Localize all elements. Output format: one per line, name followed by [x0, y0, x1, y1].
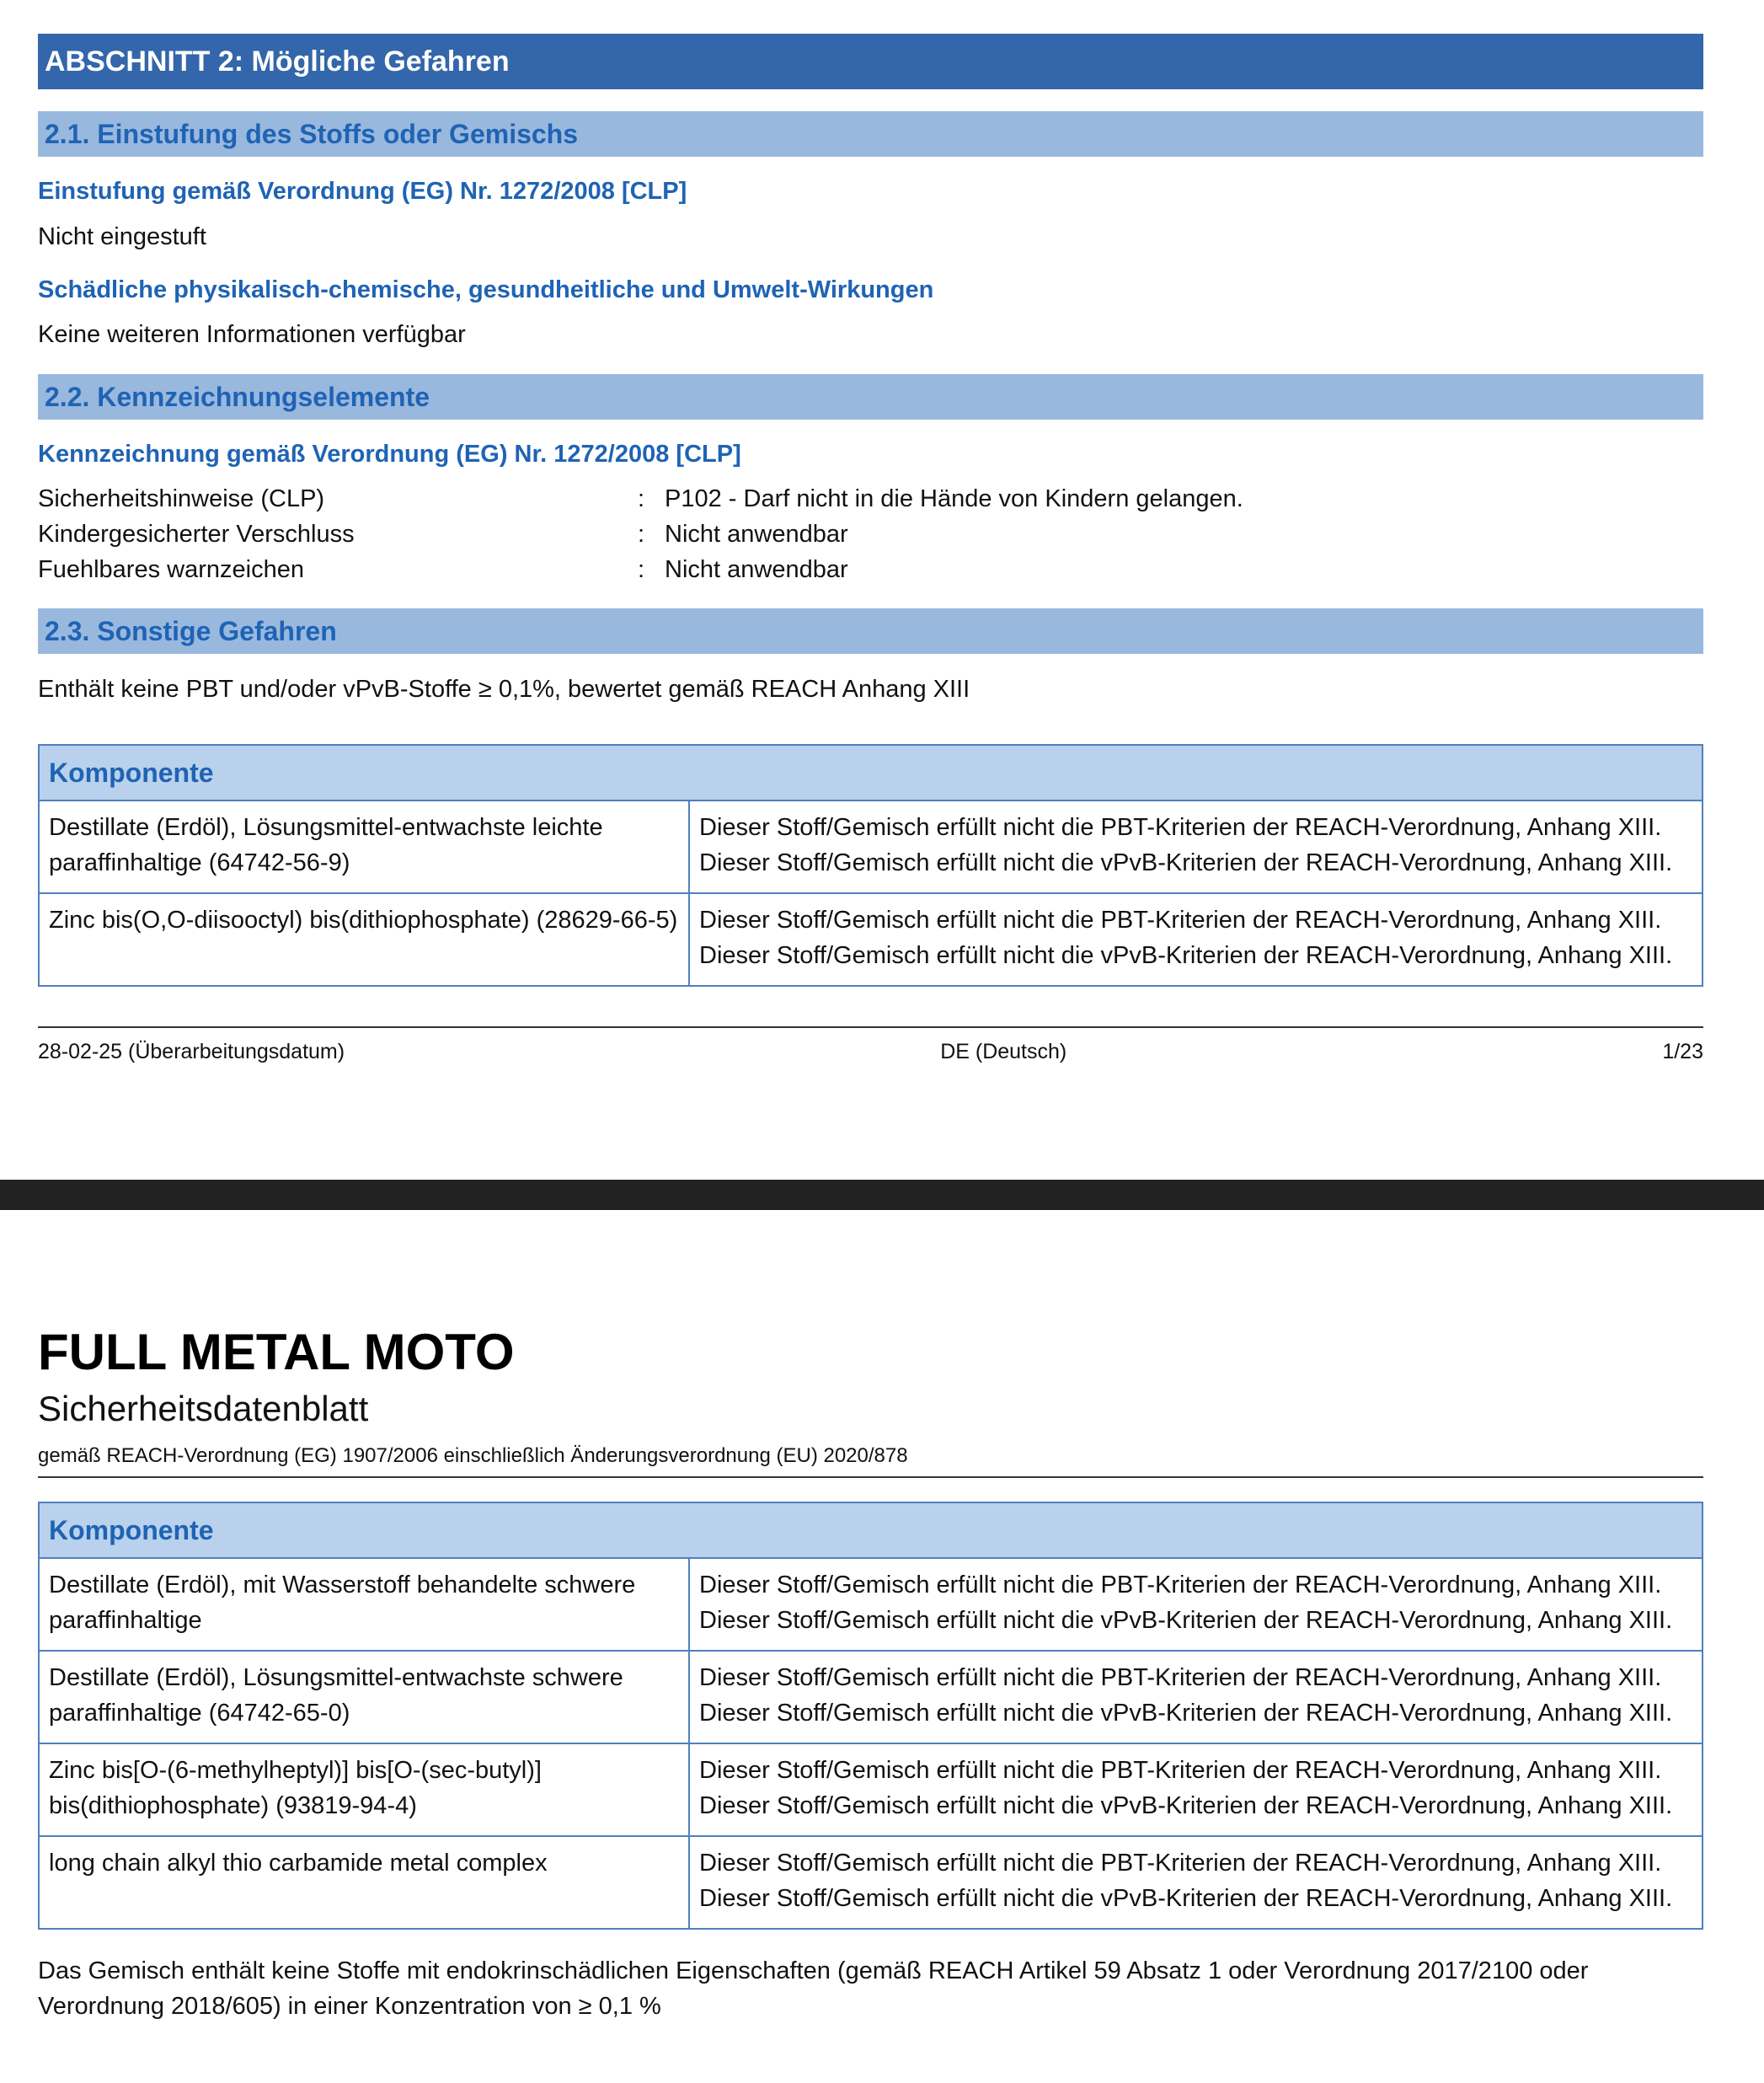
footer-language: DE (Deutsch)	[940, 1040, 1067, 1063]
pbt-statement: Enthält keine PBT und/oder vPvB-Stoffe ≥ 0,1%, bewertet gemäß REACH Anhang XIII	[38, 676, 970, 703]
page-separator	[0, 1180, 1764, 1210]
labelling-colon: :	[638, 485, 645, 512]
labelling-value: P102 - Darf nicht in die Hände von Kindern gelangen.	[665, 485, 1243, 512]
labelling-row	[38, 481, 1243, 517]
labelling-label: Kindergesicherter Verschluss	[38, 521, 355, 548]
component-table-header: Komponente	[39, 1502, 1703, 1558]
table-row	[39, 801, 1703, 893]
labelling-row	[38, 552, 1243, 587]
endocrine-statement: Das Gemisch enthält keine Stoffe mit endokrinschädlichen Eigenschaften (gemäß REACH Artikel 59 Absatz 1 oder Verordnung 2017/2100 oder Verordnung 2018/605) in einer Konzentration von ≥ 0,1 %	[38, 1957, 1589, 2020]
component-assessment: Dieser Stoff/Gemisch erfüllt nicht die PBT-Kriterien der REACH-Verordnung, Anhang XIII. Dieser Stoff/Gemisch erfüllt nicht die vPvB-Kriterien der REACH-Verordnung, Anhang XIII.	[689, 893, 1703, 986]
table-row	[39, 1651, 1703, 1743]
subsection-2-3-header: 2.3. Sonstige Gefahren	[38, 608, 1703, 654]
regulation-reference: gemäß REACH-Verordnung (EG) 1907/2006 einschließlich Änderungsverordnung (EU) 2020/878	[38, 1444, 908, 1467]
component-assessment: Dieser Stoff/Gemisch erfüllt nicht die PBT-Kriterien der REACH-Verordnung, Anhang XIII. Dieser Stoff/Gemisch erfüllt nicht die vPvB-Kriterien der REACH-Verordnung, Anhang XIII.	[689, 1651, 1703, 1743]
table-row	[39, 893, 1703, 986]
table-row	[39, 1836, 1703, 1929]
table-row	[39, 1743, 1703, 1836]
labelling-colon: :	[638, 521, 645, 548]
component-name: Zinc bis[O-(6-methylheptyl)] bis[O-(sec-butyl)] bis(dithiophosphate) (93819-94-4)	[39, 1743, 689, 1836]
labelling-value: Nicht anwendbar	[665, 556, 848, 583]
component-table-header: Komponente	[39, 745, 1703, 801]
clp-labelling-heading: Kennzeichnung gemäß Verordnung (EG) Nr. 1272/2008 [CLP]	[38, 441, 741, 468]
adverse-effects-value: Keine weiteren Informationen verfügbar	[38, 321, 466, 348]
page-number: 1/23	[1662, 1040, 1703, 1063]
labelling-colon: :	[638, 556, 645, 583]
adverse-effects-heading: Schädliche physikalisch-chemische, gesundheitliche und Umwelt-Wirkungen	[38, 276, 934, 303]
labelling-label: Sicherheitshinweise (CLP)	[38, 485, 325, 512]
component-table-page1	[38, 744, 1703, 987]
footer-divider	[38, 1026, 1703, 1028]
subsection-2-2-header: 2.2. Kennzeichnungselemente	[38, 374, 1703, 420]
labelling-label: Fuehlbares warnzeichen	[38, 556, 304, 583]
component-name: Destillate (Erdöl), mit Wasserstoff behandelte schwere paraffinhaltige	[39, 1558, 689, 1651]
component-name: Destillate (Erdöl), Lösungsmittel-entwachste schwere paraffinhaltige (64742-65-0)	[39, 1651, 689, 1743]
revision-date: 28-02-25 (Überarbeitungsdatum)	[38, 1040, 345, 1063]
component-name: Destillate (Erdöl), Lösungsmittel-entwachste leichte paraffinhaltige (64742-56-9)	[39, 801, 689, 893]
component-assessment: Dieser Stoff/Gemisch erfüllt nicht die PBT-Kriterien der REACH-Verordnung, Anhang XIII. Dieser Stoff/Gemisch erfüllt nicht die vPvB-Kriterien der REACH-Verordnung, Anhang XIII.	[689, 1743, 1703, 1836]
table-row	[39, 1558, 1703, 1651]
labelling-elements-list	[38, 481, 1243, 587]
component-assessment: Dieser Stoff/Gemisch erfüllt nicht die PBT-Kriterien der REACH-Verordnung, Anhang XIII. Dieser Stoff/Gemisch erfüllt nicht die vPvB-Kriterien der REACH-Verordnung, Anhang XIII.	[689, 1558, 1703, 1651]
labelling-value: Nicht anwendbar	[665, 521, 848, 548]
brand-title: FULL METAL MOTO	[38, 1324, 515, 1380]
section-2-header: ABSCHNITT 2: Mögliche Gefahren	[38, 34, 1703, 89]
document-title: Sicherheitsdatenblatt	[38, 1389, 369, 1428]
component-name: long chain alkyl thio carbamide metal complex	[39, 1836, 689, 1929]
clp-classification-value: Nicht eingestuft	[38, 223, 206, 250]
page-footer	[38, 1040, 1703, 1064]
header-divider	[38, 1476, 1703, 1478]
subsection-2-1-header: 2.1. Einstufung des Stoffs oder Gemischs	[38, 111, 1703, 157]
clp-classification-heading: Einstufung gemäß Verordnung (EG) Nr. 1272/2008 [CLP]	[38, 178, 687, 205]
component-name: Zinc bis(O,O-diisooctyl) bis(dithiophosphate) (28629-66-5)	[39, 893, 689, 986]
labelling-row	[38, 517, 1243, 552]
component-assessment: Dieser Stoff/Gemisch erfüllt nicht die PBT-Kriterien der REACH-Verordnung, Anhang XIII. Dieser Stoff/Gemisch erfüllt nicht die vPvB-Kriterien der REACH-Verordnung, Anhang XIII.	[689, 801, 1703, 893]
component-table-page2	[38, 1502, 1703, 1930]
component-assessment: Dieser Stoff/Gemisch erfüllt nicht die PBT-Kriterien der REACH-Verordnung, Anhang XIII. Dieser Stoff/Gemisch erfüllt nicht die vPvB-Kriterien der REACH-Verordnung, Anhang XIII.	[689, 1836, 1703, 1929]
